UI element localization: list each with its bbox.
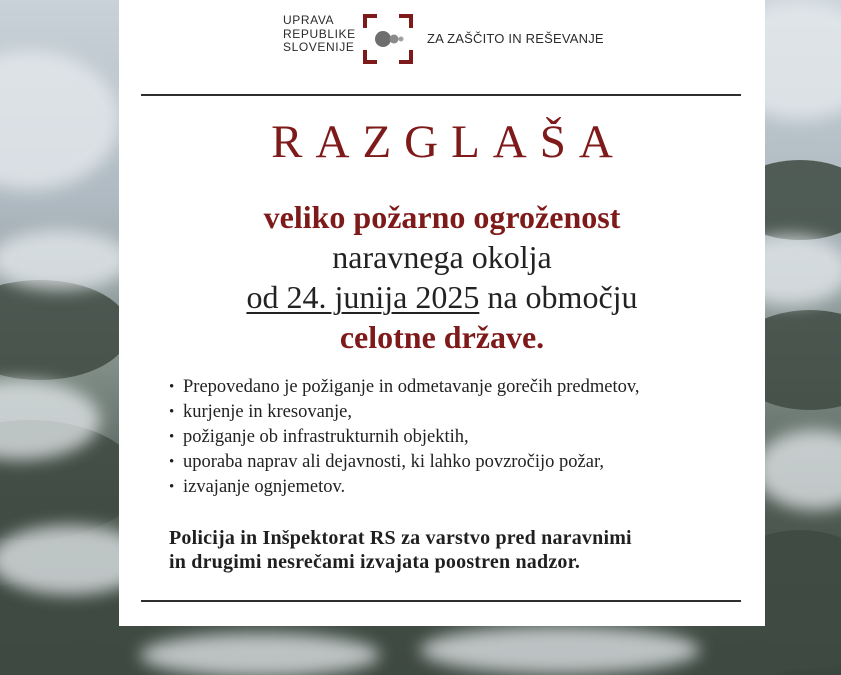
list-item: • izvajanje ognjemetov. (169, 475, 640, 500)
logo-line-2: REPUBLIKE (283, 26, 356, 41)
note-line-2: in drugimi nesrečami izvajata poostren nadzor. (169, 551, 581, 573)
list-item: • uporaba naprav ali dejavnosti, ki lahko povzročijo požar, (169, 450, 640, 475)
logo-line-3: SLOVENIJE (283, 40, 355, 54)
list-item: • požiganje ob infrastrukturnih objektih, (169, 425, 640, 450)
logo-line-1: UPRAVA (283, 13, 335, 27)
top-divider (141, 94, 741, 96)
note-line-1: Policija in Inšpektorat RS za varstvo pred naravnimi (169, 527, 632, 549)
headline-line-2: naravnega okolja (332, 239, 552, 275)
logo-agency-name: ZA ZAŠČITO IN REŠEVANJE (427, 31, 604, 46)
logo-emblem-icon (363, 14, 413, 64)
page-title: RAZGLAŠA (271, 116, 626, 168)
announcement-card (119, 0, 765, 626)
headline-line-3-rest: na območju (479, 279, 638, 315)
prohibitions-list (169, 375, 640, 500)
list-item: • kurjenje in kresovanje, (169, 400, 640, 425)
bottom-divider (141, 600, 741, 602)
headline-line-4: celotne države. (339, 319, 545, 355)
headline-line-3 (119, 277, 765, 317)
agency-logo (283, 14, 623, 64)
list-item: • Prepovedano je požiganje in odmetavanje gorečih predmetov, (169, 375, 640, 400)
logo-wordmark (283, 14, 356, 55)
headline (119, 197, 765, 357)
headline-line-1: veliko požarno ogroženost (263, 199, 621, 235)
enforcement-note (169, 526, 632, 574)
headline-date: od 24. junija 2025 (246, 279, 480, 315)
